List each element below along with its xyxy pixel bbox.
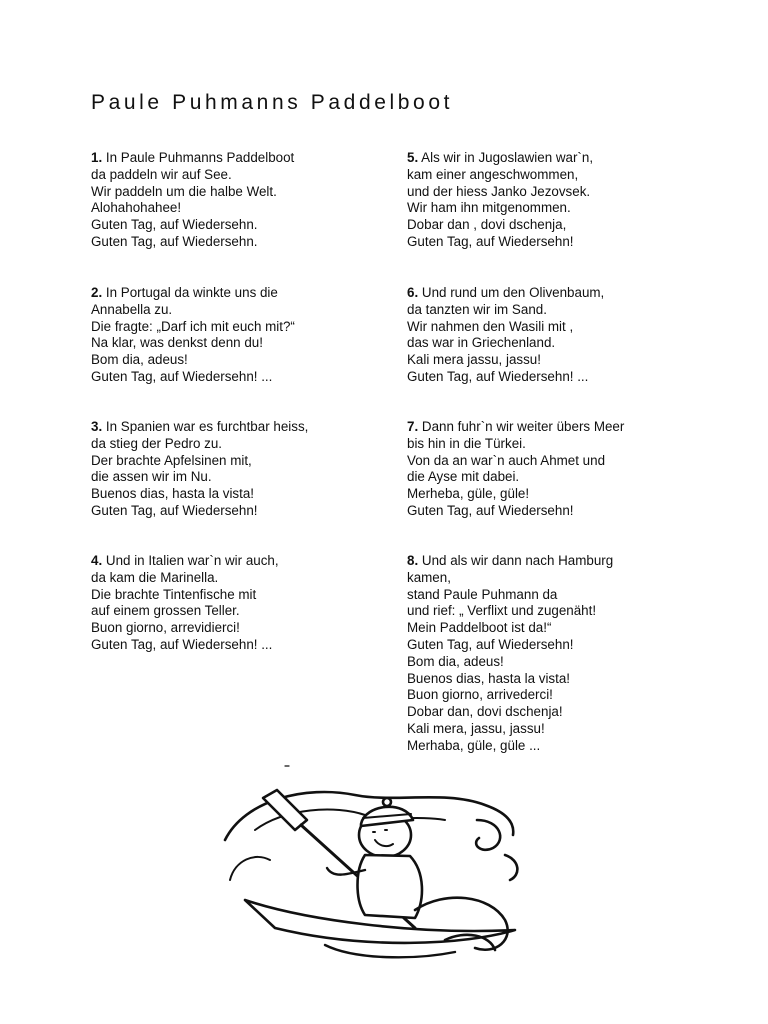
verse-line: 5. Als wir in Jugoslawien war`n, bbox=[407, 150, 594, 165]
verse-line: und der hiess Janko Jezovsek. bbox=[407, 183, 591, 199]
verse-line: Guten Tag, auf Wiedersehn. bbox=[91, 217, 258, 233]
verse-number: 4. bbox=[91, 553, 103, 568]
verse-line: Buenos dias, hasta la vista! bbox=[91, 486, 255, 502]
verse-7 bbox=[407, 419, 707, 520]
verse-line: da paddeln wir auf See. bbox=[91, 166, 232, 182]
verse-number: 2. bbox=[91, 285, 103, 300]
verse-number: 8. bbox=[407, 553, 419, 568]
verse-line: die assen wir im Nu. bbox=[91, 469, 212, 485]
verse-line: 2. In Portugal da winkte uns die bbox=[91, 285, 278, 300]
verse-line: und rief: „ Verflixt und zugenäht! bbox=[407, 603, 597, 619]
verse-line: Guten Tag, auf Wiedersehn. bbox=[91, 233, 258, 249]
verse-line: Dobar dan, dovi dschenja! bbox=[407, 704, 563, 720]
wave-curl-right bbox=[476, 820, 500, 850]
verse-line: Die brachte Tintenfische mit bbox=[91, 586, 257, 602]
verse-line: 1. In Paule Puhmanns Paddelboot bbox=[91, 150, 295, 165]
verse-line: die Ayse mit dabei. bbox=[407, 469, 520, 485]
verse-line: Der brachte Apfelsinen mit, bbox=[91, 452, 252, 468]
verse-line: kamen, bbox=[407, 569, 451, 585]
verse-line: Wir ham ihn mitgenommen. bbox=[407, 200, 571, 216]
verse-line: Wir nahmen den Wasili mit , bbox=[407, 318, 574, 334]
verse-5 bbox=[407, 150, 707, 251]
wave-left bbox=[230, 857, 270, 880]
verse-line: Guten Tag, auf Wiedersehn! bbox=[407, 636, 574, 652]
verse-line: Kali mera jassu, jassu! bbox=[407, 352, 541, 368]
verse-line: Guten Tag, auf Wiedersehn! bbox=[407, 233, 574, 249]
verse-line: Buenos dias, hasta la vista! bbox=[407, 670, 571, 686]
verse-number: 5. bbox=[407, 150, 419, 165]
wave-bottom-3 bbox=[325, 945, 455, 957]
verse-6 bbox=[407, 285, 707, 386]
verse-line: Mein Paddelboot ist da!“ bbox=[407, 620, 552, 636]
verse-line: Wir paddeln um die halbe Welt. bbox=[91, 183, 277, 199]
verse-line: Bom dia, adeus! bbox=[91, 352, 188, 368]
verse-line: das war in Griechenland. bbox=[407, 335, 556, 351]
verse-line: 6. Und rund um den Olivenbaum, bbox=[407, 285, 605, 300]
verse-number: 7. bbox=[407, 419, 419, 434]
verse-2 bbox=[91, 285, 391, 386]
verse-line: Guten Tag, auf Wiedersehn! ... bbox=[91, 368, 273, 384]
verse-line: Dobar dan , dovi dschenja, bbox=[407, 217, 567, 233]
kayak-paddler-illustration bbox=[215, 760, 535, 965]
verse-number: 1. bbox=[91, 150, 103, 165]
hat-pompom bbox=[383, 798, 391, 806]
verse-8 bbox=[407, 553, 707, 755]
verse-number: 3. bbox=[91, 419, 103, 434]
verse-line: Guten Tag, auf Wiedersehn! ... bbox=[407, 368, 589, 384]
verse-4 bbox=[91, 553, 391, 654]
verse-line: 4. Und in Italien war`n wir auch, bbox=[91, 553, 279, 568]
verse-line: 7. Dann fuhr`n wir weiter übers Meer bbox=[407, 419, 625, 434]
verse-line: Alohahohahee! bbox=[91, 200, 182, 216]
verse-line: da kam die Marinella. bbox=[91, 569, 219, 585]
verse-line: Na klar, was denkst denn du! bbox=[91, 335, 263, 351]
verse-line: Guten Tag, auf Wiedersehn! bbox=[91, 502, 258, 518]
verse-line: Von da an war`n auch Ahmet und bbox=[407, 452, 606, 468]
verse-line: kam einer angeschwommen, bbox=[407, 166, 579, 182]
verse-line: stand Paule Puhmann da bbox=[407, 586, 558, 602]
verse-line: Annabella zu. bbox=[91, 301, 173, 317]
verse-line: Merhaba, güle, güle ... bbox=[407, 737, 541, 753]
verse-line: Guten Tag, auf Wiedersehn! bbox=[407, 502, 574, 518]
verse-line: Bom dia, adeus! bbox=[407, 653, 504, 669]
verse-line: auf einem grossen Teller. bbox=[91, 603, 240, 619]
verse-number: 6. bbox=[407, 285, 419, 300]
verse-3 bbox=[91, 419, 391, 520]
verse-line: da stieg der Pedro zu. bbox=[91, 435, 223, 451]
verse-line: Merheba, güle, güle! bbox=[407, 486, 530, 502]
verse-line: Kali mera, jassu, jassu! bbox=[407, 720, 545, 736]
verse-line: bis hin in die Türkei. bbox=[407, 435, 526, 451]
page-title: Paule Puhmanns Paddelboot bbox=[91, 91, 454, 114]
verse-line: Guten Tag, auf Wiedersehn! ... bbox=[91, 636, 273, 652]
verse-line: Buon giorno, arrevidierci! bbox=[91, 620, 240, 636]
verse-line: 8. Und als wir dann nach Hamburg bbox=[407, 553, 614, 568]
wave-curl-small bbox=[505, 855, 517, 880]
verse-line: 3. In Spanien war es furchtbar heiss, bbox=[91, 419, 309, 434]
verse-line: Die fragte: „Darf ich mit euch mit?“ bbox=[91, 318, 295, 334]
verse-line: Buon giorno, arrivederci! bbox=[407, 687, 553, 703]
verse-line: da tanzten wir im Sand. bbox=[407, 301, 547, 317]
paddler-body bbox=[358, 855, 422, 918]
verse-1 bbox=[91, 150, 391, 251]
